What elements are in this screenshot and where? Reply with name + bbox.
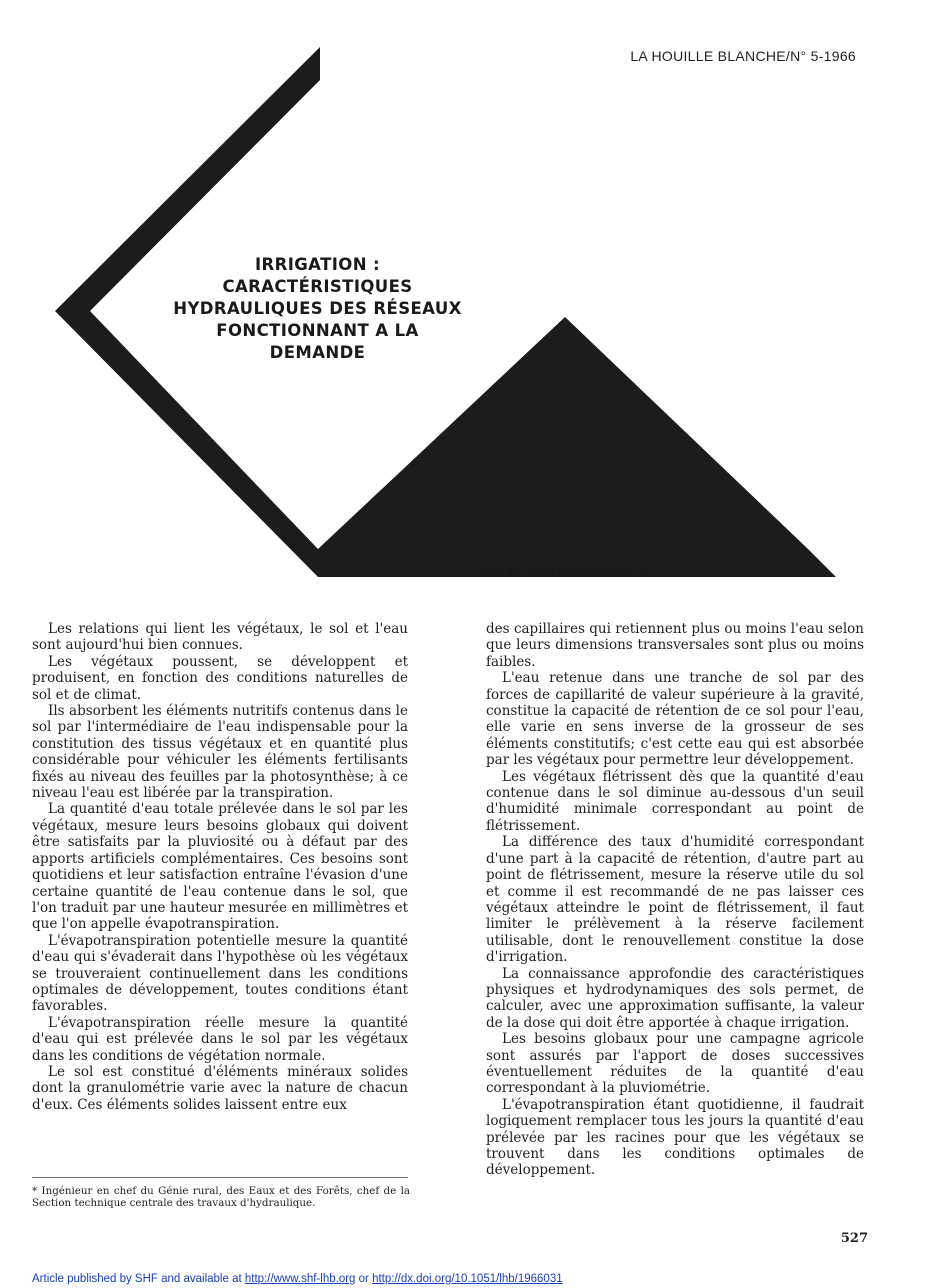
shf-link[interactable]: http://www.shf-lhb.org — [244, 1273, 356, 1285]
title-line: CARACTÉRISTIQUES — [222, 277, 413, 296]
paragraph-continuation: des capillaires qui retiennent plus ou moins l'eau selon que leurs dimensions transversales sont plus ou moins faibles. — [486, 621, 864, 670]
paragraph: La différence des taux d'humidité correspondant d'une part à la capacité de rétention, d'autre part au point de flétrissement, mesure la réserve utile du sol et comme il est recommandé de ne pas laisser ces végétaux atteindre le point de flétrissement, il faut limiter le prélèvement à la réserve facilement utilisable, dont le renouvellement constitue la dose d'irrigation. — [486, 834, 864, 966]
right-column — [486, 621, 864, 1179]
doi-link[interactable]: http://dx.doi.org/10.1051/lhb/1966031 — [372, 1273, 563, 1285]
footer-separator: or — [355, 1273, 373, 1285]
title-line: DEMANDE — [269, 343, 366, 362]
paragraph: Les besoins globaux pour une campagne agricole sont assurés par l'apport de doses successives éventuellement réduites de la quantité d'eau correspondant à la pluviométrie. — [486, 1031, 864, 1097]
title-line: IRRIGATION : — [254, 255, 381, 274]
paragraph: L'évapotranspiration réelle mesure la quantité d'eau qui est prélevée dans le sol par les végétaux dans les conditions de végétation normale. — [32, 1014, 408, 1064]
left-column — [32, 621, 408, 1113]
footer-prefix: Article published by SHF and available at — [32, 1273, 245, 1285]
paragraph: Les végétaux flétrissent dès que la quantité d'eau contenue dans le sol diminue au-dessous d'un seuil d'humidité minimale correspondant au point de flétrissement. — [486, 768, 864, 834]
paragraph: Le sol est constitué d'éléments minéraux solides dont la granulométrie varie avec la nature de chacun d'eux. Ces éléments solides laissent entre eux — [32, 1063, 408, 1113]
publication-footer — [32, 1273, 563, 1285]
footnote: * Ingénieur en chef du Génie rural, des Eaux et des Forêts, chef de la Section technique centrale des travaux d'hydraulique. — [32, 1185, 410, 1210]
paragraph: La quantité d'eau totale prélevée dans le sol par les végétaux, mesure leurs besoins globaux qui doivent être satisfaits par la pluviosité ou à défaut par des apports artificiels complémentaires. Ces besoins sont quotidiens et leur satisfaction entraîne l'évasion d'une certaine quantité de l'eau contenue dans le sol, que l'on traduit par une hauteur mesurée en millimètres et que l'on appelle évapotranspiration. — [32, 801, 408, 933]
paragraph: L'évapotranspiration étant quotidienne, il faudrait logiquement remplacer tous les jours la quantité d'eau prélevée par les racines pour que les végétaux se trouvent dans les conditions optimales de développement. — [486, 1096, 864, 1179]
title-line: FONCTIONNANT A LA — [216, 321, 419, 340]
title-line: HYDRAULIQUES DES RÉSEAUX — [173, 299, 462, 318]
paragraph: Les végétaux poussent, se développent et produisent, en fonction des conditions naturelles de sol et de climat. — [32, 653, 408, 703]
paragraph: L'eau retenue dans une tranche de sol par des forces de capillarité de valeur supérieure à la gravité, constitue la capacité de rétention de ce sol pour l'eau, elle varie en sens inverse de la grosseur de ses éléments constitutifs; c'est cette eau qui est absorbée par les végétaux pour permettre leur développement. — [486, 670, 864, 769]
paragraph: L'évapotranspiration potentielle mesure la quantité d'eau qui s'évaderait dans l'hypothèse où les végétaux se trouveraient continuellement dans les conditions optimales de développement, toutes conditions étant favorables. — [32, 932, 408, 1015]
paragraph: La connaissance approfondie des caractéristiques physiques et hydrodynamiques des sols permet, de calculer, avec une approximation suffisante, la valeur de la dose qui doit être apportée à chaque irrigation. — [486, 965, 864, 1031]
author-byline: PAR R. CARBONNIÈRES * — [478, 565, 647, 579]
journal-header: LA HOUILLE BLANCHE/N° 5-1966 — [630, 48, 856, 64]
footnote-rule — [32, 1177, 408, 1178]
article-title — [150, 254, 485, 364]
paragraph: Les relations qui lient les végétaux, le sol et l'eau sont aujourd'hui bien connues. — [32, 621, 408, 654]
paragraph: Ils absorbent les éléments nutritifs contenus dans le sol par l'intermédiaire de l'eau indispensable pour la constitution des tissus végétaux et en quantité plus considérable pour véhiculer les éléments fertilisants fixés au niveau des feuilles par la photosynthèse; à ce niveau l'eau est libérée par la transpiration. — [32, 703, 408, 802]
page-number: 527 — [840, 1231, 868, 1246]
